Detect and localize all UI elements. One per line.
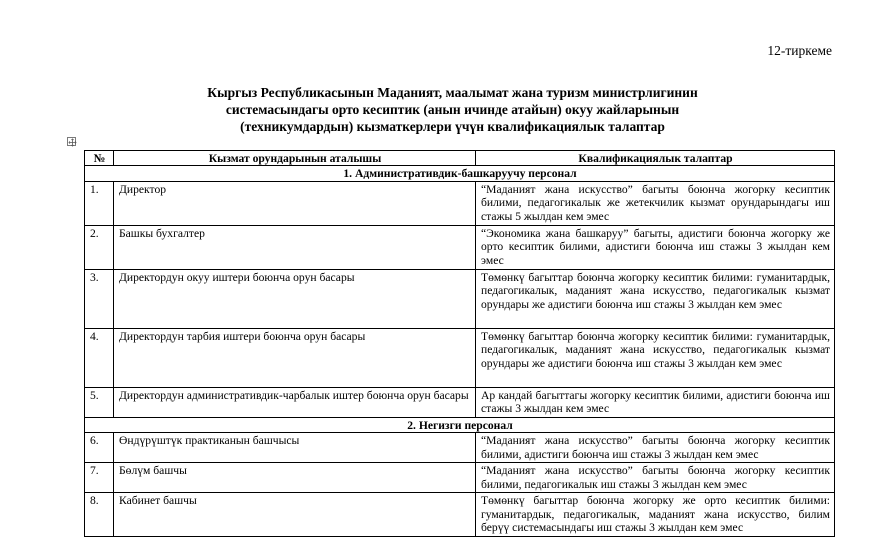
row-requirements: “Экономика жана башкаруу” багыты, адистиги боюнча жогорку же орто кесиптик билими, адистиги боюнча иш стажы 3 жылдан кем эмес <box>476 225 835 269</box>
row-requirements: Ар кандай багыттагы жогорку кесиптик билими, адистиги боюнча иш стажы 3 жылдан кем эмес <box>476 387 835 417</box>
title-line: (техникумдардын) кызматкерлери үчүн квалификациялык талаптар <box>240 119 665 134</box>
row-requirements: Төмөнкү багыттар боюнча жогорку кесиптик билими: гуманитардык, педагогикалык, маданият жана искусство, педагогикалык кызмат орундары же адистиги боюнча иш стажы 3 жылдан кем эмес <box>476 269 835 328</box>
document-title <box>80 84 825 135</box>
section-row <box>85 166 835 181</box>
title-line: Кыргыз Республикасынын Маданият, маалымат жана туризм министрлигинин <box>207 85 698 100</box>
row-position: Директордун административдик-чарбалык иштер боюнча орун басары <box>114 387 476 417</box>
table-row <box>85 387 835 417</box>
table-row <box>85 433 835 463</box>
section-title: 2. Негизги персонал <box>85 417 835 432</box>
row-position: Бөлүм башчы <box>114 463 476 493</box>
row-position: Башкы бухгалтер <box>114 225 476 269</box>
qualification-table <box>84 150 835 537</box>
table-row <box>85 181 835 225</box>
row-number: 4. <box>85 328 114 387</box>
row-position: Кабинет башчы <box>114 493 476 537</box>
row-number: 6. <box>85 433 114 463</box>
row-number: 1. <box>85 181 114 225</box>
table-row <box>85 463 835 493</box>
header-requirements: Квалификациялык талаптар <box>476 151 835 166</box>
row-requirements: “Маданият жана искусство” багыты боюнча жогорку кесиптик билими, педагогикалык же жетекчилик кызмат орундарындагы иш стажы 5 жылдан кем эмес <box>476 181 835 225</box>
table-move-handle-icon[interactable] <box>67 137 76 146</box>
table-row <box>85 493 835 537</box>
row-number: 2. <box>85 225 114 269</box>
row-requirements: “Маданият жана искусство” багыты боюнча жогорку кесиптик билими, адистиги боюнча иш стажы 3 жылдан кем эмес <box>476 433 835 463</box>
row-position: Директордун окуу иштери боюнча орун басары <box>114 269 476 328</box>
section-row <box>85 417 835 432</box>
header-position: Кызмат орундарынын аталышы <box>114 151 476 166</box>
row-position: Өндүрүштүк практиканын башчысы <box>114 433 476 463</box>
title-line: системасындагы орто кесиптик (анын ичинде атайын) окуу жайларынын <box>225 102 680 117</box>
row-number: 7. <box>85 463 114 493</box>
header-number: № <box>85 151 114 166</box>
row-position: Директор <box>114 181 476 225</box>
row-position: Директордун тарбия иштери боюнча орун басары <box>114 328 476 387</box>
table-header-row <box>85 151 835 166</box>
section-title: 1. Административдик-башкаруучу персонал <box>85 166 835 181</box>
row-requirements: “Маданият жана искусство” багыты боюнча жогорку кесиптик билими, педагогикалык иш стажы 3 жылдан кем эмес <box>476 463 835 493</box>
table-row <box>85 225 835 269</box>
move-arrows-icon <box>68 138 77 147</box>
row-number: 3. <box>85 269 114 328</box>
row-number: 8. <box>85 493 114 537</box>
row-requirements: Төмөнкү багыттар боюнча жогорку же орто кесиптик билими: гуманитардык, педагогикалык, маданият жана искусство, билим берүү системасындагы иш стажы 3 жылдан кем эмес <box>476 493 835 537</box>
row-number: 5. <box>85 387 114 417</box>
table-row <box>85 269 835 328</box>
appendix-label: 12-тиркеме <box>767 43 832 58</box>
row-requirements: Төмөнкү багыттар боюнча жогорку кесиптик билими: гуманитардык, педагогикалык, маданият жана искусство, педагогикалык кызмат орундары же адистиги боюнча иш стажы 3 жылдан кем эмес <box>476 328 835 387</box>
table-row <box>85 328 835 387</box>
